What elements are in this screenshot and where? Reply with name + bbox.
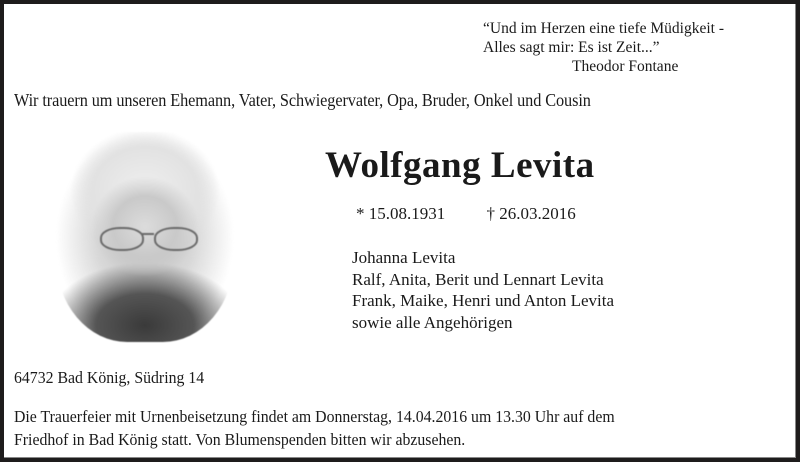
death-date: † 26.03.2016 xyxy=(486,204,576,223)
mourner-line: Johanna Levita xyxy=(352,248,456,267)
birth-date: * 15.08.1931 xyxy=(356,204,446,223)
life-dates xyxy=(356,204,576,224)
family-address: 64732 Bad König, Südring 14 xyxy=(14,368,205,387)
quote-line-1: “Und im Herzen eine tiefe Müdigkeit - xyxy=(483,20,725,37)
mourner-line: Ralf, Anita, Berit und Lennart Levita xyxy=(352,269,604,289)
glasses-icon xyxy=(100,227,200,249)
quote-author: Theodor Fontane xyxy=(572,58,679,75)
funeral-details-line-1: Die Trauerfeier mit Urnenbeisetzung findet am Donnerstag, 14.04.2016 um 13.30 Uhr auf dem xyxy=(14,407,615,426)
funeral-details-line-2: Friedhof in Bad König statt. Von Blumenspenden bitten wir abzusehen. xyxy=(14,430,466,449)
mourning-intro: Wir trauern um unseren Ehemann, Vater, Schwiegervater, Opa, Bruder, Onkel und Cousin xyxy=(14,90,591,110)
mourner-line: Frank, Maike, Henri und Anton Levita xyxy=(352,291,615,310)
funeral-details xyxy=(14,405,615,451)
mourners-list xyxy=(352,247,614,333)
portrait-photo xyxy=(56,132,234,342)
mourner-line: sowie alle Angehörigen xyxy=(352,312,513,332)
quote-line-2: Alles sagt mir: Es ist Zeit...” xyxy=(483,39,660,56)
deceased-name: Wolfgang Levita xyxy=(325,145,595,186)
epigraph-quote xyxy=(483,19,724,76)
obituary-notice xyxy=(4,4,796,458)
